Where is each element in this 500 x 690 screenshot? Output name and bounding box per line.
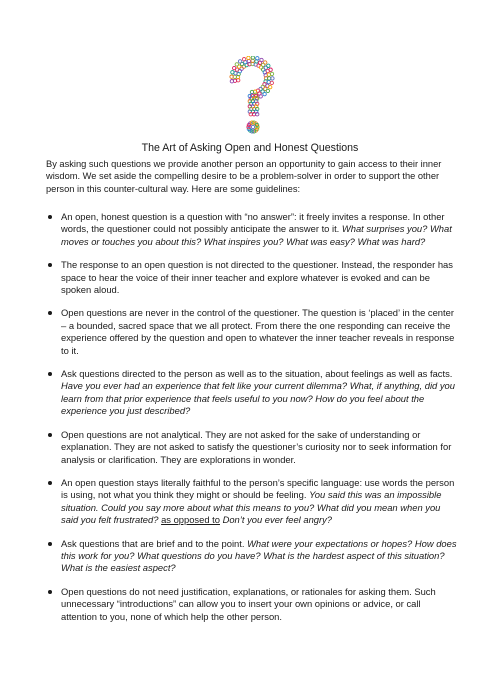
guideline-item xyxy=(46,586,458,623)
question-mark-icon xyxy=(222,56,282,136)
guideline-text: Ask questions directed to the person as well as to the situation, about feelings as well as facts. xyxy=(61,368,453,380)
guideline-text: The response to an open question is not directed to the questioner. Instead, the responder has space to hear the voice of their inner teacher and explore whatever is evoked and can be spoken aloud. xyxy=(61,259,453,296)
guideline-text: An open question stays literally faithful to the person’s specific language: use words the person is using, not what you think they might or should be feeling. xyxy=(61,476,455,501)
guideline-counter-example: Don’t you ever feel angry? xyxy=(222,514,333,526)
intro-paragraph: By asking such questions we provide another person an opportunity to gain access to their inner wisdom. We set aside the compelling desire to be a problem-solver in order to support the other person in this counter-cultural way. Here are some guidelines: xyxy=(46,159,442,194)
guideline-item xyxy=(46,429,458,466)
document-title: The Art of Asking Open and Honest Questions xyxy=(141,142,359,154)
underlined-phrase: as opposed to xyxy=(161,514,220,526)
guideline-text: Open questions are not analytical. They are not asked for the sake of understanding or explanation. They are not asked to satisfy the questioner’s curiosity nor to seek information for analysis or clarification. They are explorations in wonder. xyxy=(61,428,452,465)
guideline-text: An open, honest question is a question with “no answer”: it freely invites a response. In other words, the questioner could not possibly anticipate the answer to it. xyxy=(61,211,445,235)
guideline-item xyxy=(46,211,458,248)
guideline-item xyxy=(46,368,458,418)
guideline-example-questions: What surprises you? What moves or touches you about this? What inspires you? What was easy? What was hard? xyxy=(61,223,452,247)
guideline-example-questions: You said this was an impossible situation. Could you say more about what this means to you? What did you mean when you said you felt frustrated? xyxy=(61,489,442,526)
guideline-item xyxy=(46,538,458,575)
guideline-example-questions: What were your expectations or hopes? How does this work for you? What questions do you have? What is the hardest aspect of this situation? What is the easiest aspect? xyxy=(61,537,457,574)
guideline-example-questions: Have you ever had an experience that felt like your current dilemma? What, if anything, did you learn from that prior experience that feels useful to you now? How do you feel about the experience you just described? xyxy=(61,380,455,417)
guideline-text: Open questions do not need justification, explanations, or rationales for asking them. Such unnecessary “introductions” can allow you to insert your own opinions or advice, or call attention to you, none of which help the other person. xyxy=(61,585,436,622)
guideline-item xyxy=(46,259,458,296)
guideline-item xyxy=(46,477,458,527)
guidelines-list xyxy=(46,211,458,634)
guideline-text: Open questions are never in the control of the questioner. The question is ‘placed’ in the center – a bounded, sacred space that we all protect. From there the one responding can receive the experience offered by the question and open to whatever the inner teacher reveals in response to it. xyxy=(61,307,455,356)
guideline-item xyxy=(46,307,458,357)
guideline-text: Ask questions that are brief and to the point. xyxy=(61,537,248,549)
